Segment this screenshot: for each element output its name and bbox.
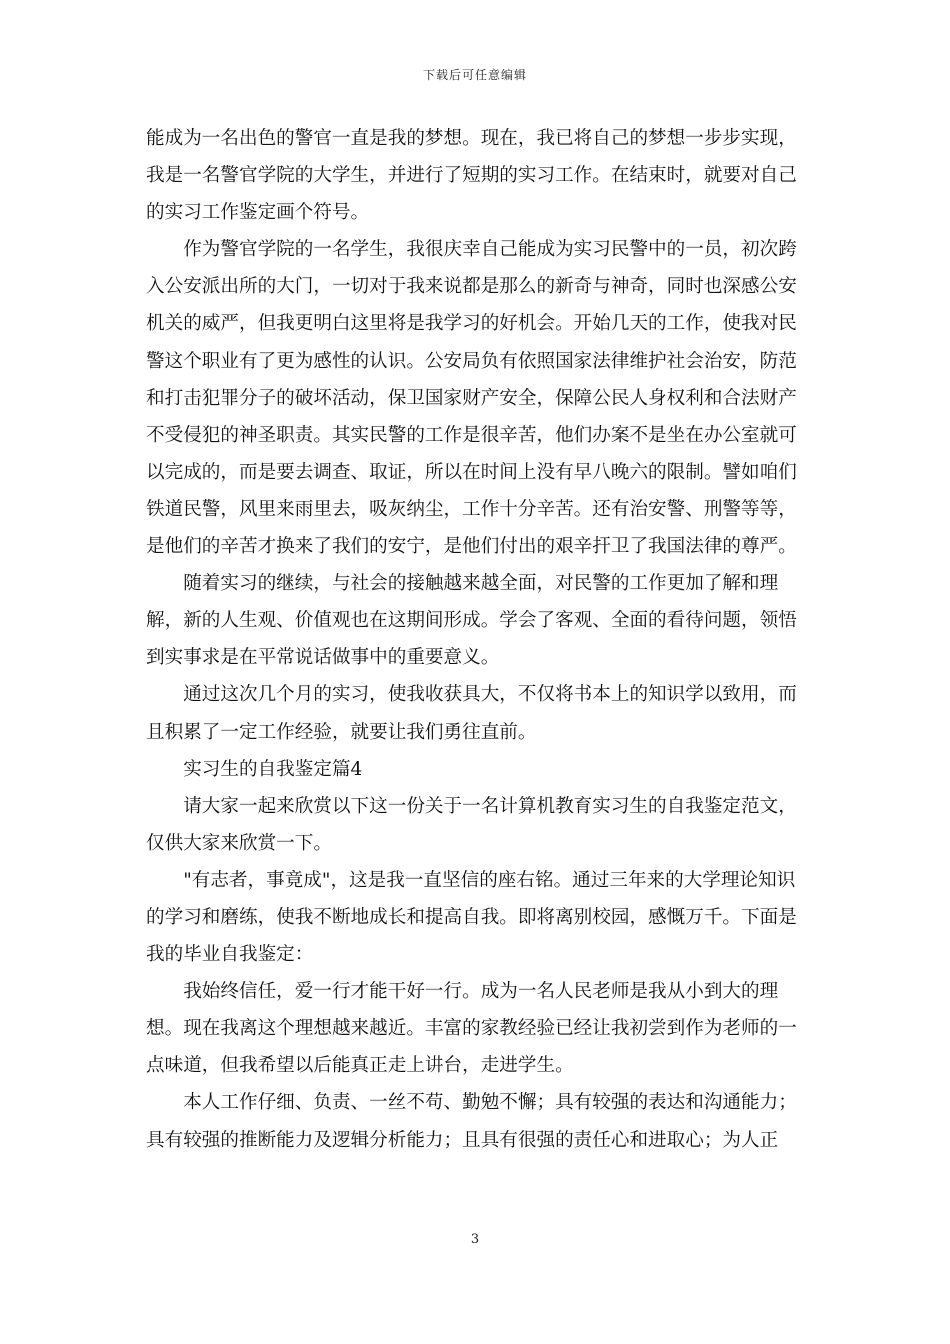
paragraph: 随着实习的继续，与社会的接触越来越全面，对民警的工作更加了解和理解，新的人生观、价值观也在这期间形成。学会了客观、全面的看待问题，领悟到实事求是在平常说话做事中的重要意义。 [146,573,797,669]
paragraph: 能成为一名出色的警官一直是我的梦想。现在，我已将自己的梦想一步步实现，我是一名警官学院的大学生，并进行了短期的实习工作。在结束时，就要对自己的实习工作鉴定画个符号。 [146,128,797,224]
page-header: 下载后可任意编辑 [422,68,527,82]
paragraph: 请大家一起来欣赏以下这一份关于一名计算机教育实习生的自我鉴定范文，仅供大家来欣赏一下。 [146,795,797,854]
paragraph: 我始终信任，爱一行才能干好一行。成为一名人民老师是我从小到大的理想。现在我离这个理想越来越近。丰富的家教经验已经让我初尝到作为老师的一点味道，但我希望以后能真正走上讲台，走进学生。 [146,981,797,1077]
page-number: 3 [470,1232,480,1247]
paragraph: "有志者，事竟成"，这是我一直坚信的座右铭。通过三年来的大学理论知识的学习和磨练，使我不断地成长和提高自我。即将离别校园，感慨万千。下面是我的毕业自我鉴定： [146,869,797,966]
section-heading: 实习生的自我鉴定篇4 [183,758,363,780]
document-body [146,120,810,1159]
paragraph: 本人工作仔细、负责、一丝不苟、勤勉不懈；具有较强的表达和沟通能力；具有较强的推断能力及逻辑分析能力；且具有很强的责任心和进取心；为人正 [146,1092,797,1151]
paragraph: 作为警官学院的一名学生，我很庆幸自己能成为实习民警中的一员，初次跨入公安派出所的大门，一切对于我来说都是那么的新奇与神奇，同时也深感公安机关的威严，但我更明白这里将是我学习的好机会。开始几天的工作，使我对民警这个职业有了更为感性的认识。公安局负有依照国家法律维护社会治安，防范和打击犯罪分子的破坏活动，保卫国家财产安全，保障公民人身权利和合法财产不受侵犯的神圣职责。其实民警的工作是很辛苦，他们办案不是坐在办公室就可以完成的，而是要去调查、取证，所以在时间上没有早八晚六的限制。譬如咱们铁道民警，风里来雨里去，吸灰纳尘，工作十分辛苦。还有治安警、刑警等等，是他们的辛苦才换来了我们的安宁，是他们付出的艰辛扞卫了我国法律的尊严。 [146,239,797,558]
paragraph: 通过这次几个月的实习，使我收获具大，不仅将书本上的知识学以致用，而且积累了一定工作经验，就要让我们勇往直前。 [146,684,797,743]
